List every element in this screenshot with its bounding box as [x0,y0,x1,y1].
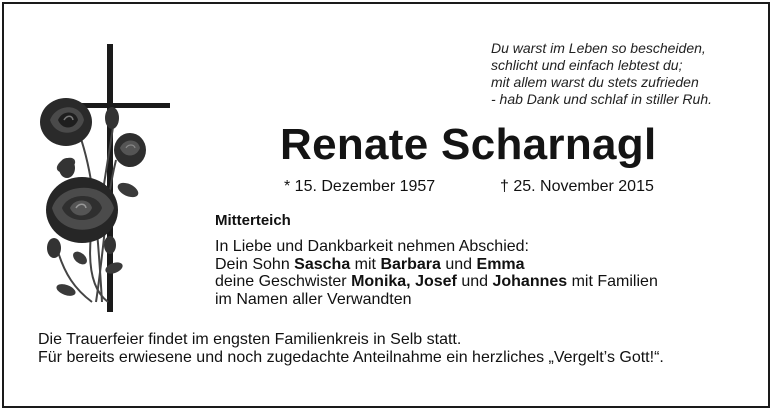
mourners-son-line [215,256,658,274]
text: und [440,255,477,273]
poem-line: mit allem warst du stets zufrieden [491,74,699,90]
mourner-name: Johannes [492,273,568,290]
text: mit Familien [567,273,658,290]
birth-date: * 15. Dezember 1957 [284,178,436,195]
funeral-info: Die Trauerfeier findet im engsten Familienkreis in Selb statt. [38,331,462,348]
mourner-name: Emma [476,255,525,273]
funeral-notice [38,331,664,366]
poem-line: schlicht und einfach lebtest du; [491,57,683,73]
text: mit [350,255,381,273]
text: deine Geschwister [215,273,352,290]
cross-with-roses-icon [36,40,176,315]
mourner-name: Monika, Josef [351,273,457,290]
poem-line: Du warst im Leben so bescheiden, [491,40,706,56]
mourners-relatives-line: im Namen aller Verwandten [215,290,412,308]
mourners-intro: In Liebe und Dankbarkeit nehmen Abschied: [215,238,529,255]
death-date: † 25. November 2015 [500,178,654,195]
memorial-poem [491,40,761,108]
mourner-name: Barbara [380,255,441,273]
place-of-residence: Mitterteich [215,212,291,229]
mourners-siblings-line [215,273,658,291]
text: und [456,273,493,290]
text: Dein Sohn [215,255,295,273]
deceased-name: Renate Scharnagl [280,120,657,169]
mourner-name: Sascha [294,255,351,273]
poem-line: - hab Dank und schlaf in stiller Ruh. [491,91,712,107]
thanks-line: Für bereits erwiesene und noch zugedachte Anteilnahme ein herzliches „Vergelt’s Gott!“. [38,348,664,366]
mourners-block [215,238,658,308]
